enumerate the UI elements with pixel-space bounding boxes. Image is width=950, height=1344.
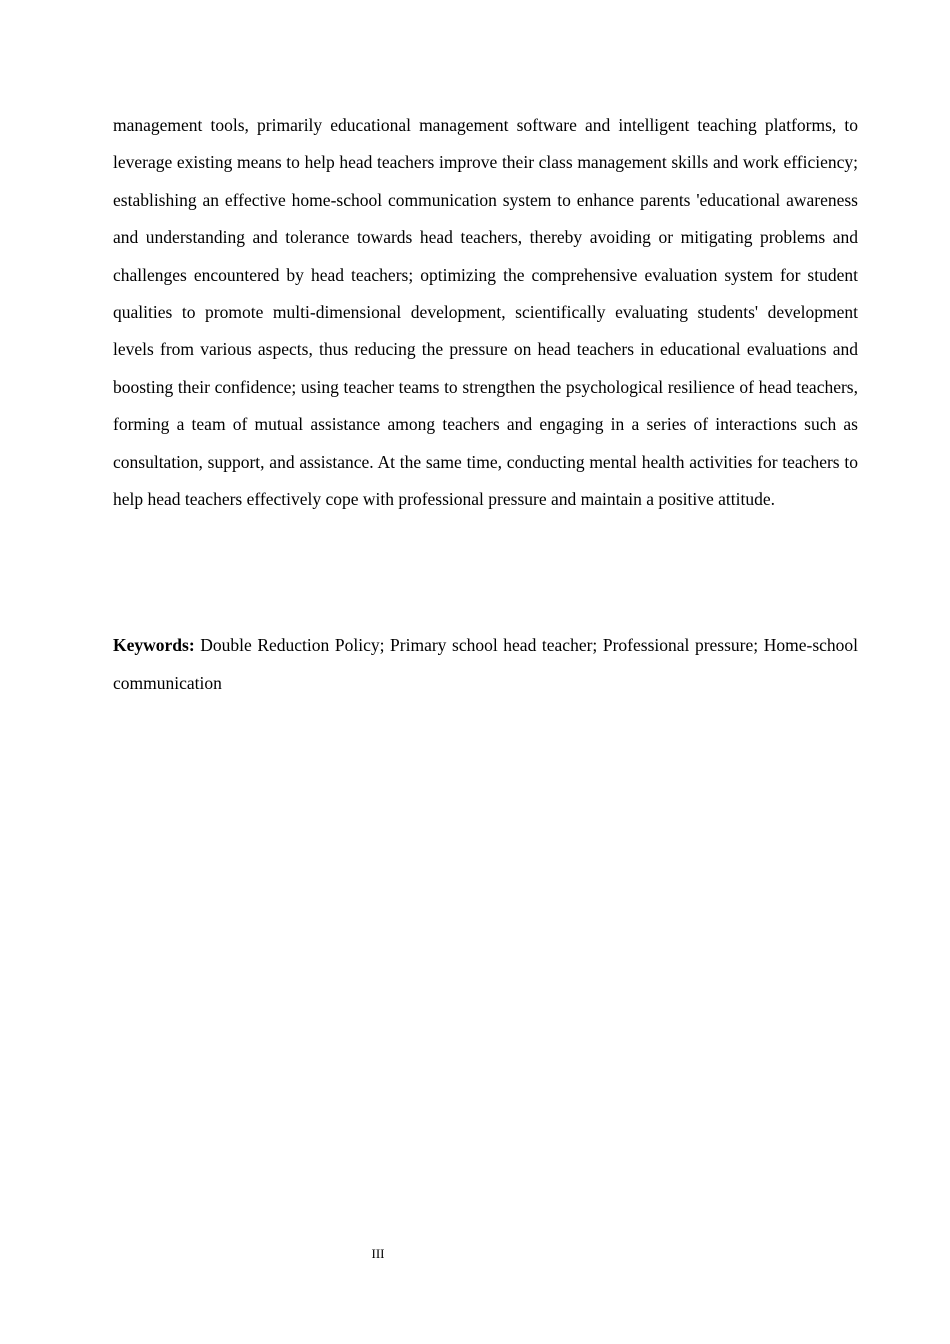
abstract-paragraph: management tools, primarily educational management software and intelligent teaching platforms, to leverage existing means to help head teachers improve their class management skills and work efficiency; establishing an effective home-school communication system to enhance parents 'educational awareness and understanding and tolerance towards head teachers, thereby avoiding or mitigating problems and challenges encountered by head teachers; optimizing the comprehensive evaluation system for student qualities to promote multi-dimensional development, scientifically evaluating students' development levels from various aspects, thus reducing the pressure on head teachers in educational evaluations and boosting their confidence; using teacher teams to strengthen the psychological resilience of head teachers, forming a team of mutual assistance among teachers and engaging in a series of interactions such as consultation, support, and assistance. At the same time, conducting mental health activities for teachers to help head teachers effectively cope with professional pressure and maintain a positive attitude. — [113, 115, 858, 510]
keywords-line — [113, 627, 858, 702]
keywords-label: Keywords: — [113, 635, 195, 655]
page-number: III — [371, 1246, 385, 1261]
keywords-text: Double Reduction Policy; Primary school head teacher; Professional pressure; Home-school communication — [113, 635, 859, 693]
